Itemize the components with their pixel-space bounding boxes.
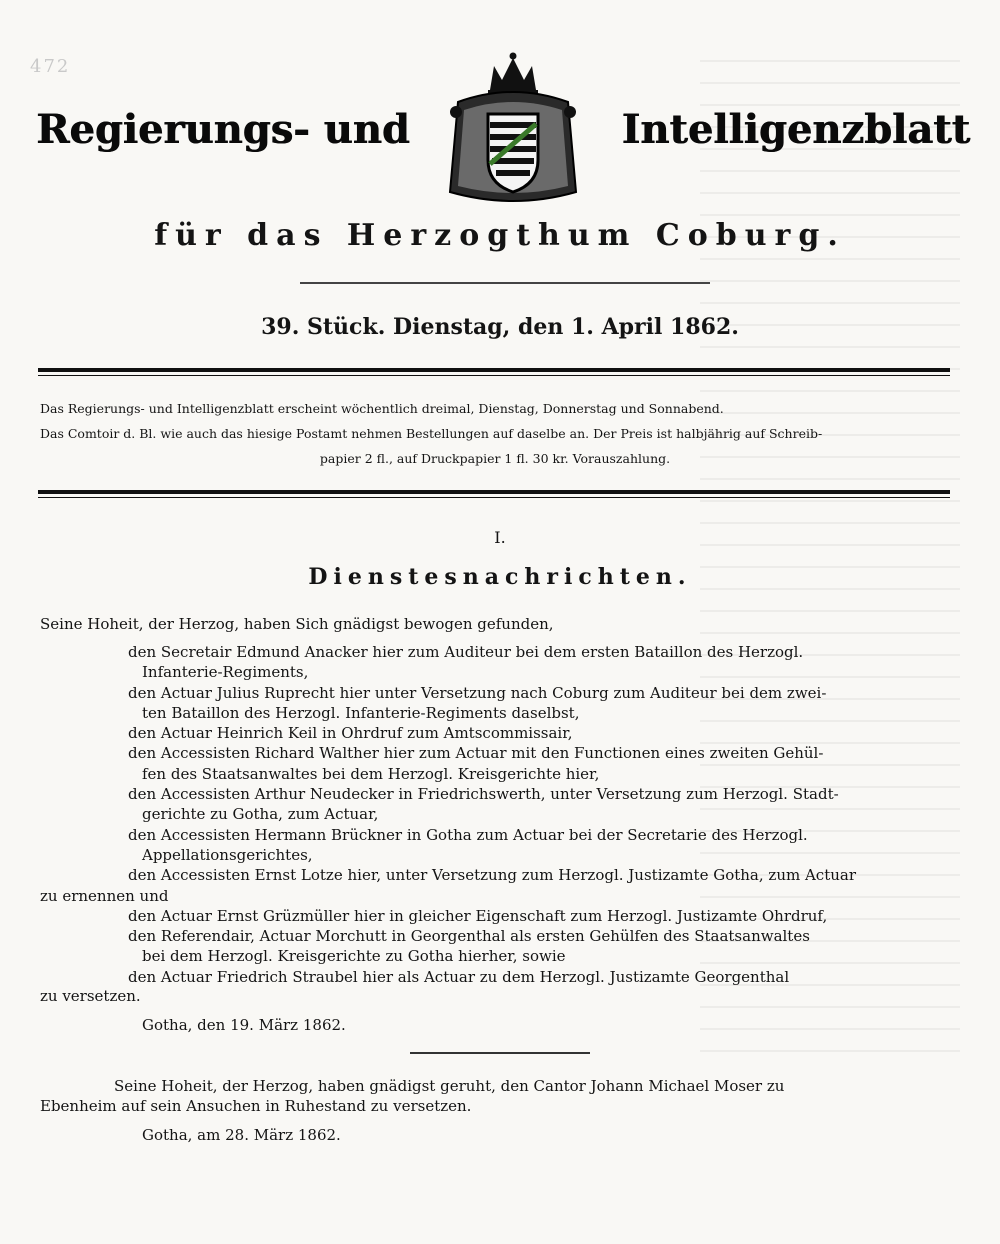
- appointment-text: den Accessisten Ernst Lotze hier, unter Versetzung zum Herzogl. Justizamte Gotha, zum Actuar: [128, 866, 857, 885]
- appointment-text: den Actuar Friedrich Straubel hier als Actuar zu dem Herzogl. Justizamte Georgenthal: [128, 967, 790, 986]
- appointment-continuation: Infanterie-Regiments,: [142, 663, 309, 682]
- appointment-text: den Referendair, Actuar Morchutt in Georgenthal als ersten Gehülfen des Staatsanwaltes: [128, 927, 810, 946]
- appointment-entry: [40, 967, 950, 987]
- appointment-continuation: ten Bataillon des Herzogl. Infanterie-Regiments daselbst,: [142, 703, 580, 722]
- notice-line: Das Regierungs- und Intelligenzblatt erscheint wöchentlich dreimal, Dienstag, Donnerstag und Sonnabend.: [40, 401, 724, 416]
- appointment-text: den Actuar Ernst Grüzmüller hier in gleicher Eigenschaft zum Herzogl. Justizamte Ohrdruf,: [128, 906, 828, 925]
- section-title: Dienstesnachrichten.: [308, 564, 692, 590]
- appointment-entry: [40, 906, 950, 926]
- notice-line: Das Comtoir d. Bl. wie auch das hiesige Postamt nehmen Bestellungen auf daselbe an. Der Preis ist halbjährig auf Schreib-: [40, 426, 823, 441]
- masthead-title-right: Intelligenzblatt: [621, 106, 970, 153]
- masthead: [30, 100, 970, 170]
- appointment-entry: [40, 683, 950, 724]
- announcement-date: Gotha, den 19. März 1862.: [142, 1016, 346, 1034]
- appointment-entry: [40, 743, 950, 784]
- appointment-text: den Actuar Julius Ruprecht hier unter Versetzung nach Coburg zum Auditeur bei dem zwei-: [128, 683, 827, 702]
- issue-line: 39. Stück. Dienstag, den 1. April 1862.: [261, 314, 739, 340]
- appointment-continuation: gerichte zu Gotha, zum Actuar,: [142, 805, 379, 824]
- announcement-intro: Seine Hoheit, der Herzog, haben Sich gnädigst bewogen gefunden,: [40, 615, 554, 633]
- appointment-entry: [40, 784, 950, 825]
- announcement-closing: zu versetzen.: [40, 987, 141, 1005]
- notice-line: papier 2 fl., auf Druckpapier 1 fl. 30 kr. Vorauszahlung.: [319, 451, 671, 466]
- page-number-mark: 472: [30, 56, 71, 77]
- appointment-continuation: bei dem Herzogl. Kreisgerichte zu Gotha hierher, sowie: [142, 947, 566, 966]
- appointment-text: den Accessisten Hermann Brückner in Gotha zum Actuar bei der Secretarie des Herzogl.: [128, 825, 808, 844]
- appointment-continuation: Appellationsgerichtes,: [142, 845, 313, 864]
- appointment-continuation: zu ernennen und: [40, 886, 169, 905]
- masthead-subtitle: für das Herzogthum Coburg.: [154, 218, 846, 253]
- divider-double-bottom: [38, 490, 950, 498]
- announcement-second-line: Seine Hoheit, der Herzog, haben gnädigst geruht, den Cantor Johann Michael Moser zu: [114, 1077, 785, 1095]
- divider-middle: [410, 1052, 590, 1054]
- appointment-entry: [40, 865, 950, 906]
- appointment-entry: [40, 825, 950, 866]
- appointment-text: den Secretair Edmund Anacker hier zum Auditeur bei dem ersten Bataillon des Herzogl.: [128, 643, 804, 661]
- appointment-entry: [40, 642, 950, 683]
- announcement-second: [40, 1076, 950, 1117]
- appointment-text: den Actuar Heinrich Keil in Ohrdruf zum Amtscommissair,: [128, 724, 573, 743]
- appointment-text: den Accessisten Arthur Neudecker in Friedrichswerth, unter Versetzung zum Herzogl. Stadt-: [128, 785, 839, 804]
- section-number: I.: [494, 528, 506, 547]
- announcement-second-date: Gotha, am 28. März 1862.: [142, 1126, 341, 1144]
- masthead-title-left: Regierungs- und: [36, 106, 410, 153]
- coat-of-arms-icon: [438, 52, 588, 212]
- appointment-entry: [40, 723, 950, 743]
- appointment-text: den Accessisten Richard Walther hier zum Actuar mit den Functionen eines zweiten Gehül-: [128, 744, 824, 763]
- appointment-list: [40, 642, 950, 987]
- announcement-second-line: Ebenheim auf sein Ansuchen in Ruhestand zu versetzen.: [40, 1097, 472, 1116]
- appointment-entry: [40, 926, 950, 967]
- divider-short: [300, 282, 710, 284]
- divider-double-top: [38, 368, 950, 376]
- publication-notice: [40, 396, 950, 471]
- appointment-continuation: fen des Staatsanwaltes bei dem Herzogl. Kreisgerichte hier,: [142, 764, 600, 783]
